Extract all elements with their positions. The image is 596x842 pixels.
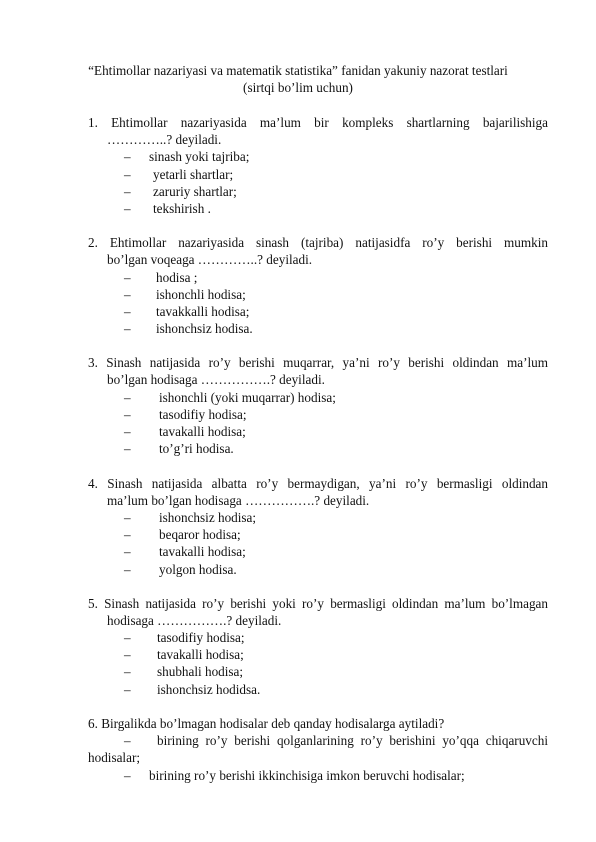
option-dash: – [124, 424, 131, 439]
question-5-line-2: hodisaga …………….? deyiladi. [107, 613, 282, 628]
question-4-line-2: ma’lum bo’lgan hodisaga …………….? deyiladi. [107, 493, 370, 508]
option-dash: – [124, 562, 131, 577]
question-1-option-3: zaruriy shartlar; [153, 184, 237, 199]
question-4-line-1: 4. Sinash natijasida albatta ro’y bermaydigan, ya’ni ro’y bermasligi oldindan [88, 476, 548, 491]
question-3-option-2: tasodifiy hodisa; [159, 407, 247, 422]
question-4-option-4: yolgon hodisa. [159, 562, 237, 577]
document-title: “Ehtimollar nazariyasi va matematik statistika” fanidan yakuniy nazorat testlari [88, 63, 508, 78]
question-6-option-2: birining ro’y berishi ikkinchisiga imkon beruvchi hodisalar; [149, 768, 465, 783]
option-dash: – [124, 768, 131, 783]
option-dash: – [124, 733, 131, 748]
question-1-option-1: sinash yoki tajriba; [149, 149, 250, 164]
question-3-option-4: to’g’ri hodisa. [159, 441, 234, 456]
question-1-line-2: …………..? deyiladi. [107, 132, 222, 147]
option-dash: – [124, 544, 131, 559]
question-1-option-2: yetarli shartlar; [153, 167, 234, 182]
option-dash: – [124, 510, 131, 525]
question-5-option-3: shubhali hodisa; [157, 664, 244, 679]
question-3-option-3: tavakalli hodisa; [159, 424, 246, 439]
question-4-option-3: tavakalli hodisa; [159, 544, 246, 559]
option-dash: – [124, 304, 131, 319]
question-5-option-1: tasodifiy hodisa; [157, 630, 245, 645]
option-dash: – [124, 287, 131, 302]
option-dash: – [124, 149, 131, 164]
option-dash: – [124, 184, 131, 199]
question-6-line-1: 6. Birgalikda bo’lmagan hodisalar deb qanday hodisalarga aytiladi? [88, 716, 445, 731]
question-4-option-1: ishonchsiz hodisa; [159, 510, 257, 525]
question-5-option-4: ishonchsiz hodidsa. [157, 682, 261, 697]
question-2-option-3: tavakkalli hodisa; [156, 304, 250, 319]
question-1-option-4: tekshirish . [153, 201, 211, 216]
option-dash: – [124, 167, 131, 182]
question-2-option-1: hodisa ; [156, 270, 198, 285]
question-2-line-2: bo’lgan voqeaga …………..? deyiladi. [107, 252, 313, 267]
option-dash: – [124, 201, 131, 216]
question-1-line-1: 1. Ehtimollar nazariyasida ma’lum bir kompleks shartlarning bajarilishiga [88, 115, 548, 130]
question-4-option-2: beqaror hodisa; [159, 527, 241, 542]
option-dash: – [124, 664, 131, 679]
option-dash: – [124, 647, 131, 662]
question-3-line-1: 3. Sinash natijasida ro’y berishi muqarrar, ya’ni ro’y berishi oldindan ma’lum [88, 355, 548, 370]
option-dash: – [124, 321, 131, 336]
document-subtitle: (sirtqi bo’lim uchun) [243, 80, 353, 95]
option-dash: – [124, 441, 131, 456]
question-3-option-1: ishonchli (yoki muqarrar) hodisa; [159, 390, 336, 405]
question-2-option-4: ishonchsiz hodisa. [156, 321, 253, 336]
question-6-option-1-continued: hodisalar; [88, 750, 141, 765]
question-5-line-1: 5. Sinash natijasida ro’y berishi yoki ro’y bermasligi oldindan ma’lum bo’lmagan [88, 596, 548, 611]
question-3-line-2: bo’lgan hodisaga …………….? deyiladi. [107, 372, 325, 387]
question-2-line-1: 2. Ehtimollar nazariyasida sinash (tajriba) natijasidfa ro’y berishi mumkin [88, 235, 548, 250]
option-dash: – [124, 682, 131, 697]
option-dash: – [124, 390, 131, 405]
option-dash: – [124, 270, 131, 285]
option-dash: – [124, 527, 131, 542]
option-dash: – [124, 630, 131, 645]
option-dash: – [124, 407, 131, 422]
question-6-option-1: birining ro’y berishi qolganlarining ro’y berishini yo’qqa chiqaruvchi [157, 733, 548, 748]
question-2-option-2: ishonchli hodisa; [156, 287, 246, 302]
question-5-option-2: tavakalli hodisa; [157, 647, 244, 662]
